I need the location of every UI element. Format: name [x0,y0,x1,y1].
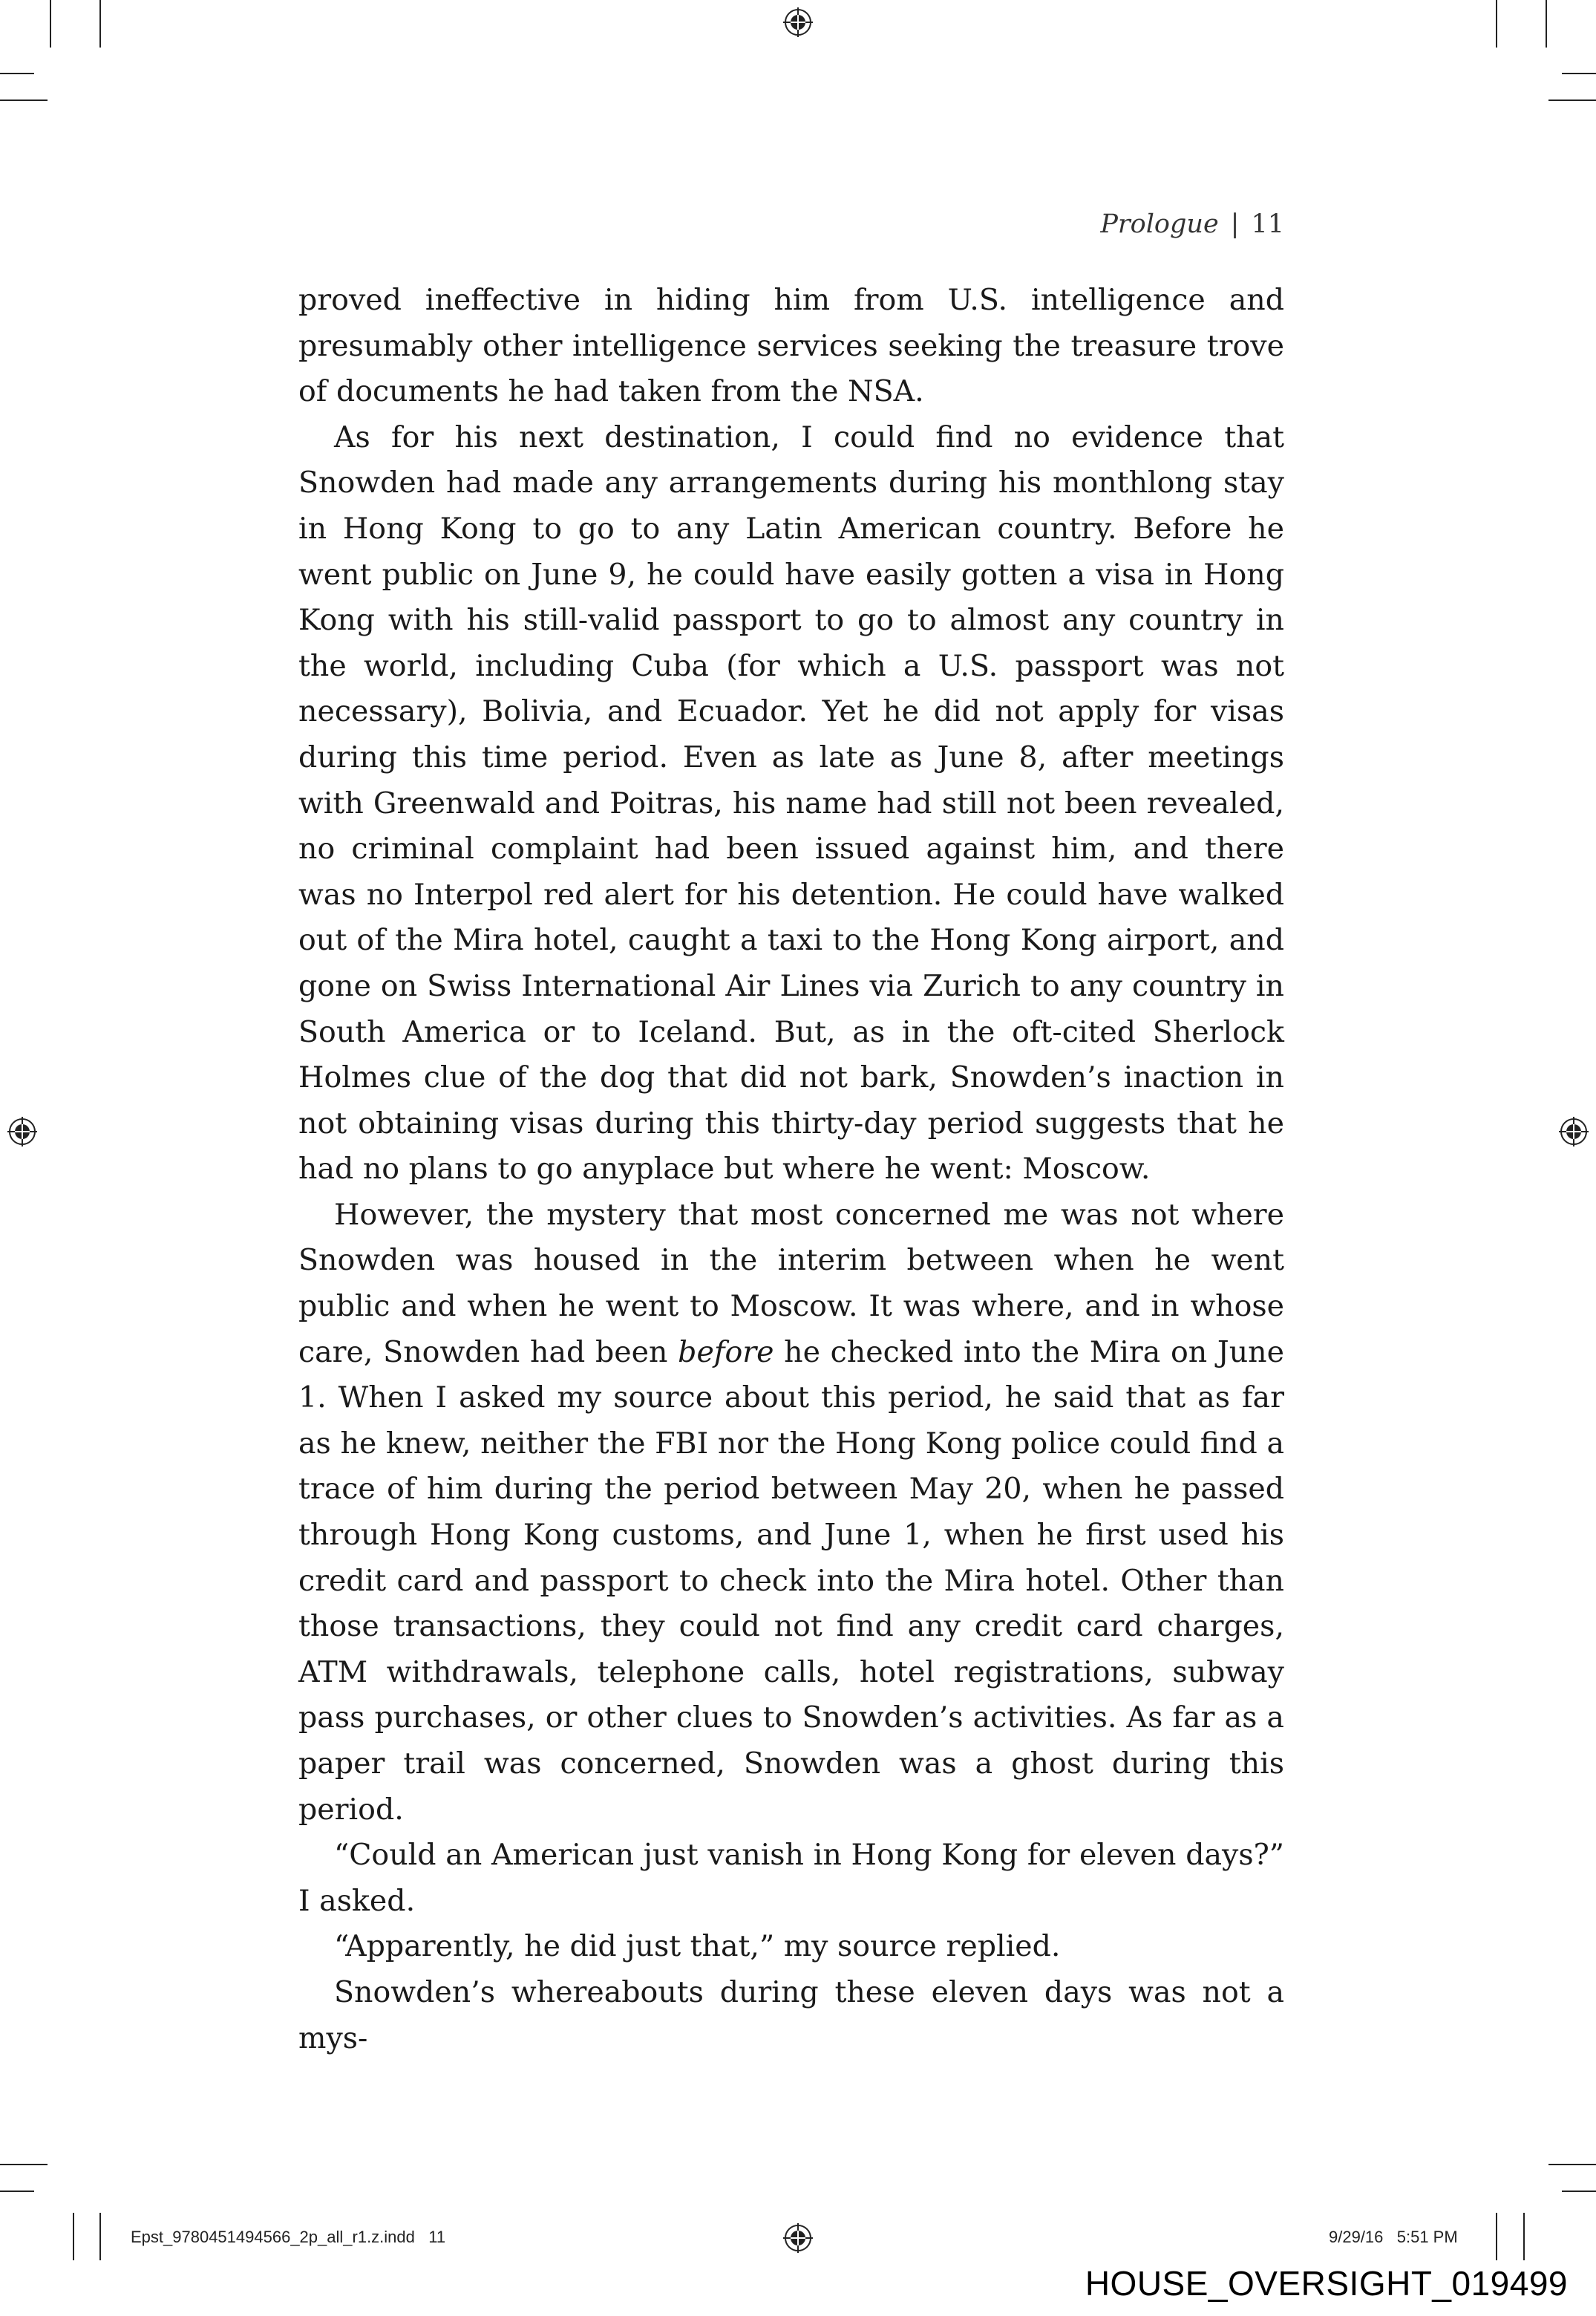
crop-mark [50,0,51,48]
registration-mark-icon [783,7,813,37]
crop-mark [1548,2164,1596,2165]
paragraph: “Could an American just vanish in Hong Kong for eleven days?” I asked. [298,1838,1284,1918]
crop-mark [0,100,48,101]
slug-filename: Epst_9780451494566_2p_all_r1.z.indd 11 [131,2228,446,2246]
registration-mark-icon [783,2223,813,2253]
crop-mark [1496,0,1497,48]
paragraph: proved ineffective in hiding him from U.S. intelligence and presumably other intelligence services seeking the treasure trove of documents he had taken from the NSA. [298,283,1284,409]
emphasized-word: before [678,1334,774,1369]
paragraph: “Apparently, he did just that,” my source replied. [334,1929,1061,1964]
crop-mark [0,2191,34,2192]
crop-mark [1548,100,1596,101]
crop-mark [99,2213,101,2260]
paragraph: As for his next destination, I could find no evidence that Snowden had made any arrangements during his monthlong stay in Hong Kong to go to any Latin American country. Before he went public on June 9, he could have easily gotten a visa in Hong Kong with his still-valid passport to go to almost any country in the world, including Cuba (for which a U.S. passport was not necessary), Bolivia, and Ecuador. Yet he did not apply for visas during this time period. Even as late as June 8, after meetings with Greenwald and Poitras, his name had still not been revealed, no criminal complaint had been issued against him, and there was no Interpol red alert for his detention. He could have walked out of the Mira hotel, caught a taxi to the Hong Kong airport, and gone on Swiss International Air Lines via Zurich to any country in South America or to Iceland. But, as in the oft-cited Sherlock Holmes clue of the dog that did not bark, Snowden’s inaction in not obtaining visas during this thirty-day period suggests that he had no plans to go anyplace but where he went: Moscow. [298,420,1284,1187]
slug-timestamp: 9/29/16 5:51 PM [1329,2228,1458,2246]
registration-mark-icon [1559,1117,1589,1146]
crop-mark [1496,2213,1497,2260]
paragraph: Snowden’s whereabouts during these eleven days was not a mys- [298,1974,1284,2055]
registration-mark-icon [7,1117,37,1146]
crop-mark [73,2213,74,2260]
body-text [298,278,1284,2061]
paragraph [298,1193,1284,1833]
crop-mark [99,0,101,48]
paragraph-text: However, the mystery that most concerned me was not where Snowden was housed in the interim between when he went public and when he went to Moscow. It was where, and in whose care, Snowden had been [298,1197,1284,1369]
crop-mark [1523,2213,1525,2260]
page-number: 11 [1251,209,1284,239]
running-head-separator: | [1230,209,1240,239]
running-head-title: Prologue [1100,209,1219,239]
paragraph-text: he checked into the Mira on June 1. When I asked my source about this period, he said that as far as he knew, neither the FBI nor the Hong Kong police could find a trace of him during the period between May 20, when he passed through Hong Kong customs, and June 1, when he first used his credit card and passport to check into the Mira hotel. Other than those transactions, they could not find any credit card charges, ATM withdrawals, telephone calls, hotel registrations, subway pass purchases, or other clues to Snowden’s activities. As far as a paper trail was concerned, Snowden was a ghost during this period. [298,1334,1284,1827]
crop-mark [1562,73,1596,74]
crop-mark [1562,2191,1596,2192]
crop-mark [1546,0,1547,48]
crop-mark [0,73,34,74]
running-head [965,209,1284,239]
crop-mark [0,2164,48,2165]
bates-number: HOUSE_OVERSIGHT_019499 [1085,2264,1568,2303]
